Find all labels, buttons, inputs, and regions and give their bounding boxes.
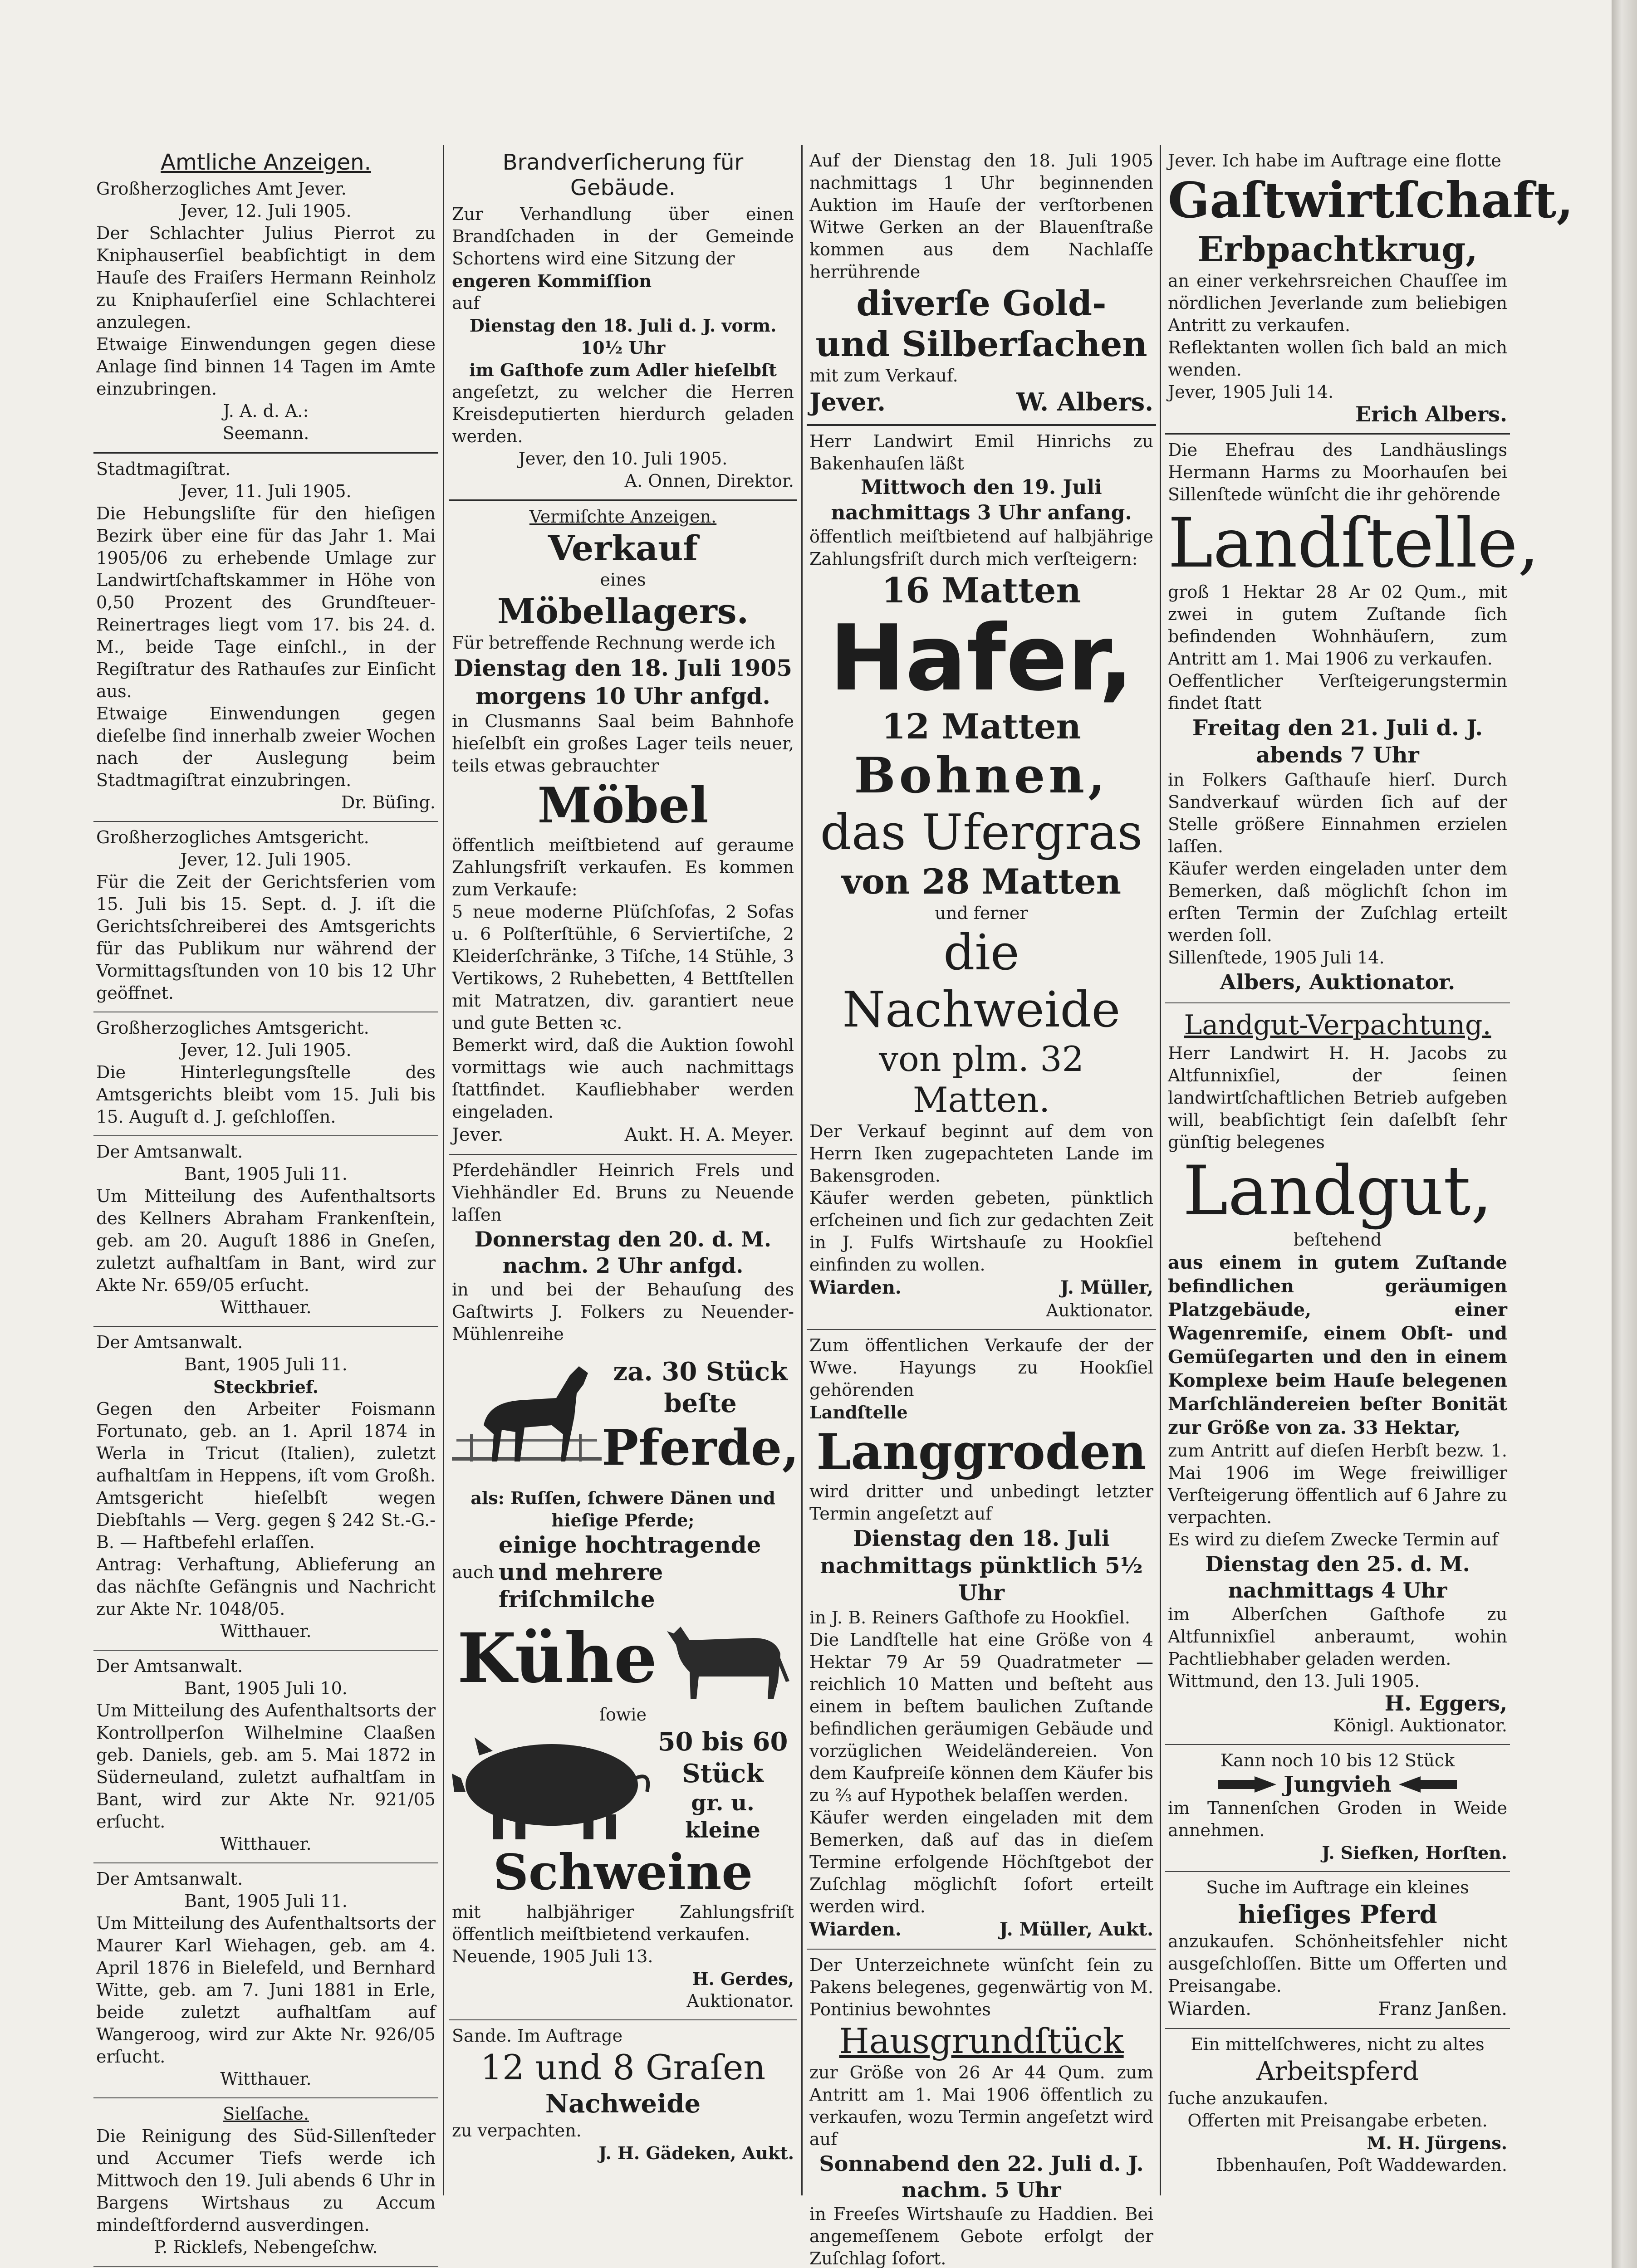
body: wird dritter und unbedingt letzter Termin angeſetzt auf [809,1481,1153,1524]
column-2 [449,145,797,2268]
signature: Witthauer. [220,1834,312,1854]
body: auf [452,293,480,313]
body: Herr Landwirt H. H. Jacobs zu Altfunnixſiel, der ſeinen landwirtſchaftlichen Betrieb aufgeben will, beabſichtigt ſein daſelbſt ſehr günſtig belegenes [1168,1043,1507,1152]
headline: beſte [664,1388,737,1418]
headline: einige hochtragende und mehrere friſchmilche [498,1531,761,1613]
text: und ferner [935,903,1028,923]
ad-amtsanwalt-4 [93,1863,438,2098]
signature-row [1168,1997,1507,2021]
ad-amtsgericht-2 [93,1012,438,1136]
date: Bant, 1905 Juli 11. [184,1891,348,1911]
body: Etwaige Einwendungen gegen dieſelbe ſind innerhalb zweier Wochen nach der Auslegung beim Stadtmagiſtrat einzubringen. [96,704,436,790]
body: an einer verkehrsreichen Chauſſee im nördlichen Jeverlande zum beliebigen Antritt zu verkaufen. [1168,271,1507,335]
text: eines [600,570,646,590]
signature: W. Albers. [1016,387,1153,416]
body: öffentlich meiſtbietend auf geraume Zahlungsfriſt verkaufen. Es kommen zum Verkaufe: [452,835,794,899]
headline: Jungvieh [1284,1772,1392,1797]
body: Die Reinigung des Süd-Sillenſteder und Accumer Tiefs werde ich Mittwoch den 19. Juli abends 6 Uhr in Bargens Wirtshaus zu Accum mindeſtfordernd ausverdingen. [96,2126,436,2235]
signature: Witthauer. [220,1297,312,1317]
section-heading: Amtliche Anzeigen. [161,150,371,175]
pointing-hand-icon [1218,1775,1277,1794]
headline: von plm. 32 Matten. [879,1039,1084,1120]
signature: Königl. Auktionator. [1333,1716,1507,1735]
headline: hieſiges Pferd [1238,1900,1437,1930]
horse-text [602,1356,799,1476]
signature: J. Müller, [1060,1277,1153,1298]
body: Offerten mit Preisangabe erbeten. [1187,2111,1488,2131]
cow-row [452,1613,794,1704]
ad-amtsgericht-1 [93,822,438,1012]
ad-hafer [807,426,1156,1330]
signature-row [809,1276,1153,1300]
body: Reflektanten wollen ſich bald an mich wenden. [1168,337,1507,380]
bold-text: Dienstag den 18. Juli d. J. vorm. 10½ Uhr [469,315,777,358]
body: Um Mitteilung des Aufenthaltsorts der Maurer Karl Wiehagen, geb. am 4. April 1876 in Bielefeld, und Bernhard Witte, geb. am 7. Juni 1881 in Erle, beide zuletzt aufhaltſam auf Wangeroog, wird zur Akte Nr. 926/05 erſucht. [96,1913,436,2067]
text: beſtehend [1293,1230,1382,1250]
cow-illustration [662,1613,794,1704]
body: zu verpachten. [452,2121,582,2141]
bold-text: als: Ruſſen, ſchwere Dänen und hieſige Pferde; [471,1488,775,1530]
body: Die Hinterlegungsſtelle des Amtsgerichts bleibt vom 15. Juli bis 15. Auguſt d. J. geſchloſſen. [96,1062,436,1127]
ad-amtsanwalt-2 [93,1327,438,1651]
headline: das Ufergras [820,804,1143,861]
headline: za. 30 Stück [613,1357,788,1387]
headline: 12 und 8 Graſen [480,2047,766,2087]
body: Käufer werden eingeladen mit dem Bemerken, daß auf das in dieſem Termine erfolgende Höchſtgebot der Zuſchlag möglichſt ſofort erteilt werden wird. [809,1808,1153,1916]
body: Kann noch 10 bis 12 Stück [1220,1750,1455,1770]
headline: Verkauf [548,528,698,568]
signature-row [452,1123,794,1147]
ad-arbeitspferd [1165,2029,1510,2184]
text: auch [452,1562,494,1582]
kuehe-intro [452,1531,794,1613]
body: Bemerkt wird, daß die Auktion ſowohl vormittags wie auch nachmittags ſtattfindet. Kaufliebhaber werden eingeladen. [452,1035,794,1122]
signature: Auktionator. [1046,1300,1153,1320]
body: groß 1 Hektar 28 Ar 02 Qum., mit zwei in gutem Zuſtande ſich befindenden Wohnhäuſern, zum Antritt am 1. Mai 1906 zu verkaufen. [1168,582,1507,669]
ad-nachweide [449,2020,797,2171]
signature: Witthauer. [220,2069,312,2089]
bold-text: Mittwoch den 19. Juli nachmittags 3 Uhr anfang. [831,476,1132,524]
ad-moebellager [449,501,797,1155]
ad-pferd [1165,1872,1510,2029]
body: ſuche anzukaufen. [1168,2088,1328,2108]
body: Suche im Auftrage ein kleines [1206,1877,1469,1897]
ad-amtsanwalt-3 [93,1651,438,1863]
body: Jever. Ich habe im Auftrage eine flotte [1168,151,1501,171]
headline: 12 Matten [882,706,1081,747]
body: im Alberſchen Gaſthofe zu Altfunnixſiel anberaumt, wohin Pachtliebhaber geladen werden. [1168,1604,1507,1669]
headline: von 28 Matten [842,861,1121,902]
signature-row [809,1918,1153,1941]
bold-text: Dienstag den 25. d. M. nachmittags 4 Uhr [1205,1552,1470,1603]
ad-stadtmagistrat [93,454,438,822]
column-rule [1160,145,1161,2195]
heading: Brandverſicherung für Gebäude. [502,150,744,200]
signature: Ibbenhauſen, Poſt Waddewarden. [1216,2155,1507,2175]
office: Der Amtsanwalt. [96,1332,243,1352]
date: Jever, 12. Juli 1905. [180,201,352,221]
column-rule [443,145,444,2195]
date: Jever, 1905 Juli 14. [1168,382,1334,402]
body: Herr Landwirt Emil Hinrichs zu Bakenhauſen läßt [809,431,1153,474]
bold-text: Dienstag den 18. Juli 1905 morgens 10 Uhr anfgd. [453,655,793,709]
body: in Freeſes Wirtshauſe zu Haddien. Bei angemeſſenem Gebote erfolgt der Zuſchlag ſofort. [809,2204,1153,2268]
heading: Vermiſchte Anzeigen. [529,507,717,527]
body: 5 neue moderne Plüſchſofas, 2 Sofas u. 6 Polſterſtühle, 6 Serviertiſche, 2 Kleiderſchränke, 3 Tiſche, 14 Stühle, 3 Vertikows, 2 Ruhebetten, 4 Bettſtellen mit Matratzen, div. garantiert neue und gute Betten ꝛc. [452,902,794,1033]
office: Der Amtsanwalt. [96,1869,243,1889]
headline: 16 Matten [882,570,1081,611]
bold-text: Dienstag den 18. Juli nachmittags pünktlich 5½ Uhr [820,1526,1143,1606]
signature: M. H. Jürgens. [1367,2133,1507,2153]
signature: Auktionator. [686,1991,794,2011]
pig-row [452,1726,794,1844]
headline: Möbellagers. [497,591,749,631]
date: Jever, 11. Juli 1905. [180,481,352,501]
ad-vieh-auktion [449,1155,797,2020]
headline: Arbeitspferd [1256,2057,1419,2086]
headline: Gaſtwirtſchaft, [1168,172,1574,229]
date: Bant, 1905 Juli 10. [184,1678,348,1698]
pig-text [652,1726,794,1844]
headline: Möbel [537,777,709,834]
column-1 [93,145,438,2268]
pointing-hand-icon [1398,1775,1457,1794]
bold-text: engeren Kommiſſion [452,271,652,291]
headline: Schweine [493,1844,753,1901]
date: Neuende, 1905 Juli 13. [452,1946,653,1966]
body: Etwaige Einwendungen gegen diese Anlage ſind binnen 14 Tagen im Amte einzubringen. [96,334,436,399]
body: Es wird zu dieſem Zwecke Termin auf [1168,1530,1499,1549]
signature: H. Eggers, [1384,1691,1507,1716]
date: Jever, den 10. Juli 1905. [518,449,728,469]
date: Sillenſtede, 1905 Juli 14. [1168,948,1385,968]
text: ſowie [599,1705,647,1725]
signature: J. Siefken, Horſten. [1322,1843,1507,1863]
signature: Dr. Büſing. [341,792,436,812]
office: Großherzogliches Amtsgericht. [96,827,369,847]
signature: Aukt. H. A. Meyer. [624,1124,794,1145]
ad-hausgrundstueck [807,1950,1156,2268]
bold-text: im Gaſthofe zum Adler hieſelbſt [469,360,777,380]
headline: Stück [682,1759,764,1789]
body: Sande. Im Auftrage [452,2026,623,2046]
body: in und bei der Behauſung des Gaſtwirts J. Folkers zu Neuender-Mühlenreihe [452,1280,794,1344]
ad-amt-jever [93,145,438,454]
office: Der Amtsanwalt. [96,1142,243,1162]
body: im Tannenſchen Groden in Weide annehmen. [1168,1798,1507,1840]
ad-landgut [1165,1003,1510,1745]
signature: A. Onnen, Direktor. [624,471,794,491]
body: Oeffentlicher Verſteigerungstermin findet ſtatt [1168,671,1507,713]
signature: Seemann. [222,423,309,443]
place: Jever. [452,1124,504,1145]
headline: und Silberſachen [815,324,1147,364]
body: Antrag: Verhaftung, Ablieferung an das nächſte Gefängnis und Nachricht zur Akte Nr. 1048/05. [96,1554,436,1619]
body: mit zum Verkauf. [809,366,958,386]
body: Käufer werden gebeten, pünktlich erſcheinen und ſich zur gedachten Zeit in J. Fulfs Wirtshauſe zu Hookſiel einfinden zu wollen. [809,1188,1153,1275]
pig-illustration [452,1728,652,1842]
bold-text: Landſtelle [809,1402,908,1422]
body: angeſetzt, zu welcher die Herren Kreisdeputierten hierdurch geladen werden. [452,382,794,446]
body: Die Landſtelle hat eine Größe von 4 Hektar 79 Ar 59 Quadratmeter — reichlich 10 Matten und beſteht aus einem in beſtem baulichen Zuſtande befindlichen geräumigen Gebäude und vorzüglichen Weideländereien. Von dem Kaufpreiſe können dem Käufer bis zu ⅔ auf Hypothek belaſſen werden. [809,1630,1153,1805]
body: Der Unterzeichnete wünſcht ſein zu Pakens belegenes, gegenwärtig von M. Pontinius bewohntes [809,1955,1153,2019]
column-3 [807,145,1156,2268]
office: Großherzogliches Amt Jever. [96,179,347,199]
office: Der Amtsanwalt. [96,1656,243,1676]
horse-row [452,1345,799,1487]
headline: die Nachweide [842,924,1121,1038]
body: Für die Zeit der Gerichtsferien vom 15. Juli bis 15. Sept. d. J. iſt die Gerichtsſchreiberei des Amtsgerichts für das Publikum nur während der Vormittagsſtunden von 10 bis 12 Uhr geöffnet. [96,872,436,1003]
body: Auf der Dienstag den 18. Juli 1905 nachmittags 1 Uhr beginnenden Auktion im Hauſe der verſtorbenen Witwe Gerken an der Blauenſtraße kommen aus dem Nachlaſſe herrührende [809,151,1153,282]
body: Um Mitteilung des Aufenthaltsorts des Kellners Abraham Frankenſtein, geb. am 20. Auguſt 1886 in Gneſen, zuletzt aufhaltſam in Bant, wird zur Akte Nr. 659/05 erſucht. [96,1186,436,1295]
body: Die Ehefrau des Landhäuslings Hermann Harms zu Moorhauſen bei Sillenſtede wünſcht die ihr gehörende [1168,440,1507,504]
ad-gastwirtschaft [1165,145,1574,435]
signature: Erich Albers. [1355,402,1507,426]
body: Zum öffentlichen Verkaufe der der Wwe. Hayungs zu Hookſiel gehörenden [809,1335,1153,1400]
date: Bant, 1905 Juli 11. [184,1164,348,1184]
headline: Pferde, [602,1419,799,1476]
headline-hafer: Hafer, [829,606,1134,711]
ad-landstelle [1165,435,1539,1003]
body: Der Schlachter Julius Pierrot zu Kniphauserſiel beabſichtigt in dem Hauſe des Fraiſers Hermann Reinholz zu Kniphauſerſiel eine Schlachterei anzulegen. [96,223,436,332]
body: zur Größe von 26 Ar 44 Qum. zum Antritt am 1. Mai 1906 öffentlich zu verkaufen, wozu Termin angeſetzt wird auf [809,2063,1153,2149]
headline: Bohnen, [854,747,1109,804]
headline: Landſtelle, [1168,504,1539,583]
place: Wiarden. [1168,1999,1251,2019]
body: in Folkers Gaſthauſe hierſ. Durch Sandverkauf würden ſich auf der Stelle größere Einnahmen erzielen laſſen. [1168,770,1507,856]
signature: J. Müller, Aukt. [999,1919,1153,1940]
body: in J. B. Reiners Gaſthofe zu Hookſiel. [809,1608,1130,1628]
body: zum Antritt auf dieſen Herbſt bezw. 1. Mai 1906 im Wege freiwilliger Verſteigerung öffentlich auf 6 Jahre zu verpachten. [1168,1441,1507,1527]
horse-illustration [452,1348,602,1484]
signature: J. H. Gädeken, Aukt. [598,2143,794,2163]
bold-text: Donnerstag den 20. d. M. nachm. 2 Uhr anfgd. [474,1227,772,1278]
signature: Witthauer. [220,1621,312,1641]
headline: 50 bis 60 [657,1727,788,1757]
ad-langgroden [807,1330,1156,1950]
office: Großherzogliches Amtsgericht. [96,1018,369,1038]
ad-jungvieh [1165,1745,1510,1872]
headline: diverſe Gold- [856,283,1107,323]
headline: Langgroden [816,1423,1147,1481]
ad-brandversicherung [449,145,797,501]
body: Zur Verhandlung über einen Brandſchaden in der Gemeinde Schortens wird eine Sitzung der [452,204,794,269]
page-edge [1612,0,1637,2268]
body: Der Verkauf beginnt auf dem von Herrn Iken zugepachteten Lande im Bakensgroden. [809,1121,1153,1186]
headline: gr. u. kleine [685,1790,760,1843]
bold-text: aus einem in gutem Zuſtande befindlichen geräumigen Platzgebäude, einer Wagenremiſe, einem Obſt- und Gemüſegarten und den in einem Komplexe beim Hauſe belegenen Marſchländereien beſter Bonität zur Größe von za. 33 Hektar, [1168,1252,1507,1438]
place: Wiarden. [809,1277,902,1298]
heading: Sielſache. [223,2104,309,2124]
body: Die Hebungsliſte für den hieſigen Bezirk über eine für das Jahr 1. Mai 1905/06 zu erhebende Umlage zur Landwirtſchaftskammer in Höhe von 0,50 Prozent des Grundſteuer-Reinertrages liegt vom 17. bis 24. d. M., beide Tage einſchl., in der Regiſtratur des Rathauſes zur Einſicht aus. [96,503,436,701]
ad-sielsache [93,2098,438,2267]
place: Wiarden. [809,1919,902,1940]
body: Pferdehändler Heinrich Frels und Viehhändler Ed. Bruns zu Neuende laſſen [452,1160,794,1225]
headline: Erbpachtkrug, [1197,229,1478,269]
body: anzukaufen. Schönheitsfehler nicht ausgeſchloſſen. Bitte um Offerten und Preisangabe. [1168,1931,1507,1996]
title: Steckbrief. [213,1377,319,1397]
bold-text: Freitag den 21. Juli d. J. abends 7 Uhr [1192,715,1483,768]
signature: Franz Janßen. [1378,1999,1507,2019]
headline: Kühe [457,1618,657,1698]
heading: Landgut-Verpachtung. [1184,1009,1491,1041]
office: Stadtmagiſtrat. [96,459,231,479]
date: Bant, 1905 Juli 11. [184,1354,348,1374]
jungvieh-row [1168,1772,1507,1797]
body: Für betreffende Rechnung werde ich [452,633,776,653]
signature: H. Gerdes, [692,1969,794,1989]
headline: Landgut, [1182,1152,1493,1231]
headline: Nachweide [545,2089,701,2119]
ad-amtsanwalt-1 [93,1136,438,1327]
signature: P. Ricklefs, Nebengeſchw. [154,2237,378,2257]
body: Um Mitteilung des Aufenthaltsorts der Kontrollperſon Wilhelmine Claaßen geb. Daniels, geb. am 5. Mai 1872 in Süderneuland, zuletzt aufhaltſam in Bant, wird zur Akte Nr. 921/05 erſucht. [96,1701,436,1832]
signature-row [809,387,1153,417]
signature: Albers, Auktionator. [1220,970,1456,994]
date: Jever, 12. Juli 1905. [180,850,352,870]
bold-text: Sonnabend den 22. Juli d. J. nachm. 5 Uhr [819,2151,1144,2202]
body: mit halbjähriger Zahlungsfriſt öffentlich meiſtbietend verkaufen. [452,1902,794,1944]
column-rule [801,145,803,2195]
date: Wittmund, den 13. Juli 1905. [1168,1671,1420,1691]
body: Ein mittelſchweres, nicht zu altes [1191,2034,1485,2054]
signature: J. A. d. A.: [223,401,309,421]
place: Jever. [809,387,886,416]
body: Käufer werden eingeladen unter dem Bemerken, daß möglichſt ſchon im erſten Termin der Zuſchlag erteilt werden ſoll. [1168,859,1507,945]
body: in Clusmanns Saal beim Bahnhofe hieſelbſt ein großes Lager teils neuer, teils etwas gebrauchter [452,711,794,776]
column-4 [1165,145,1574,2268]
date: Jever, 12. Juli 1905. [180,1040,352,1060]
ad-goldsachen [807,145,1156,426]
body: Gegen den Arbeiter Foismann Fortunato, geb. an 1. April 1874 in Werla in Tricut (Italien), zuletzt aufhaltſam in Heppens, iſt vom Großh. Amtsgericht hieſelbſt wegen Diebſtahls — Verg. gegen § 242 St.-G.-B. — Haftbefehl erlaſſen. [96,1399,436,1552]
headline: Hausgrundſtück [839,2021,1124,2061]
body: öffentlich meiſtbietend auf halbjährige Zahlungsfriſt durch mich verſteigern: [809,527,1153,569]
